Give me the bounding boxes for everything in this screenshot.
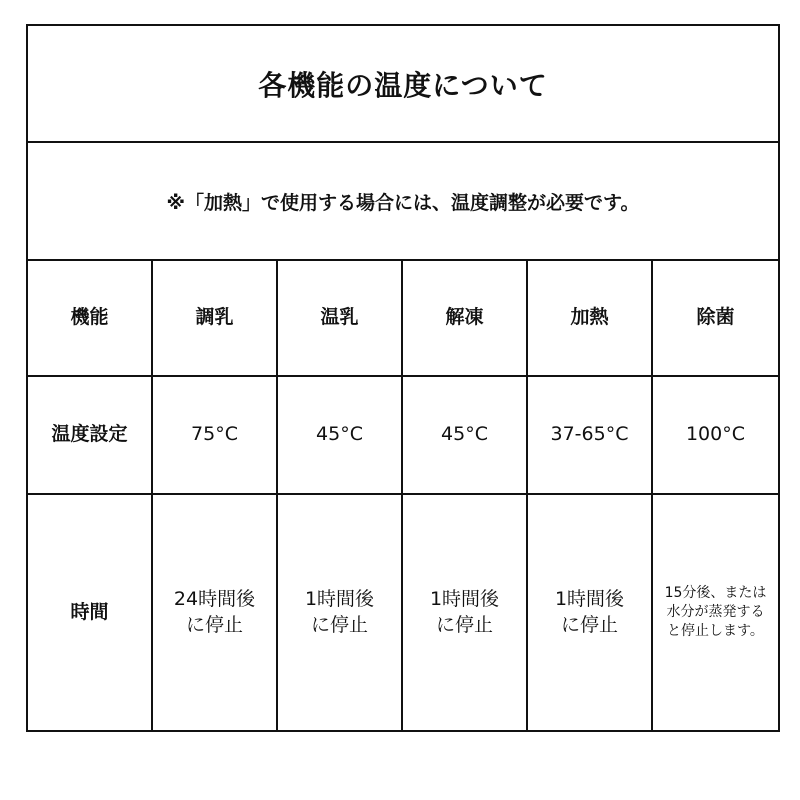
table-header-cell: [653, 261, 778, 377]
temperature-value: 45°C: [441, 423, 488, 446]
time-cell: [528, 495, 653, 730]
temperature-value: 37-65°C: [550, 423, 629, 446]
time-cell: [653, 495, 778, 730]
table-header-cell: [153, 261, 278, 377]
row-label: 温度設定: [51, 423, 128, 446]
temperature-cell: [653, 377, 778, 495]
time-text-line: に停止: [560, 613, 618, 636]
header-label: 機能: [70, 306, 109, 329]
temperature-cell: [153, 377, 278, 495]
time-text-line: 1時間後: [429, 587, 500, 610]
row-label: 時間: [70, 600, 109, 623]
title-row: [28, 26, 778, 143]
table-header-cell: [403, 261, 528, 377]
time-text-line: と停止します。: [667, 622, 764, 639]
function-table: [28, 261, 778, 730]
temperature-value: 45°C: [316, 423, 363, 446]
header-label: 加熱: [570, 306, 609, 329]
time-text-line: 24時間後: [173, 587, 256, 610]
temperature-value: 75°C: [191, 423, 238, 446]
header-label: 除菌: [696, 306, 735, 329]
temperature-info-sheet: [26, 24, 780, 732]
row-label-temperature: [28, 377, 153, 495]
time-text-line: に停止: [435, 613, 493, 636]
header-label: 解凍: [445, 306, 484, 329]
time-text-line: 1時間後: [554, 587, 625, 610]
temperature-value: 100°C: [685, 423, 746, 446]
header-label: 温乳: [320, 306, 359, 329]
heating-note: ※「加熱」で使用する場合には、温度調整が必要です。: [166, 191, 640, 214]
time-text-line: 1時間後: [304, 587, 375, 610]
table-header-cell: [28, 261, 153, 377]
time-text-line: に停止: [185, 613, 243, 636]
time-cell: [278, 495, 403, 730]
time-cell: [403, 495, 528, 730]
time-text-line: 15分後、または: [664, 585, 767, 602]
time-text-line: 水分が蒸発する: [666, 604, 765, 621]
table-header-cell: [278, 261, 403, 377]
time-text-line: に停止: [310, 613, 368, 636]
page-title: 各機能の温度について: [258, 68, 548, 102]
temperature-cell: [528, 377, 653, 495]
time-cell: [153, 495, 278, 730]
temperature-cell: [278, 377, 403, 495]
row-label-time: [28, 495, 153, 730]
temperature-cell: [403, 377, 528, 495]
table-header-cell: [528, 261, 653, 377]
header-label: 調乳: [195, 306, 234, 329]
note-row: [28, 143, 778, 261]
